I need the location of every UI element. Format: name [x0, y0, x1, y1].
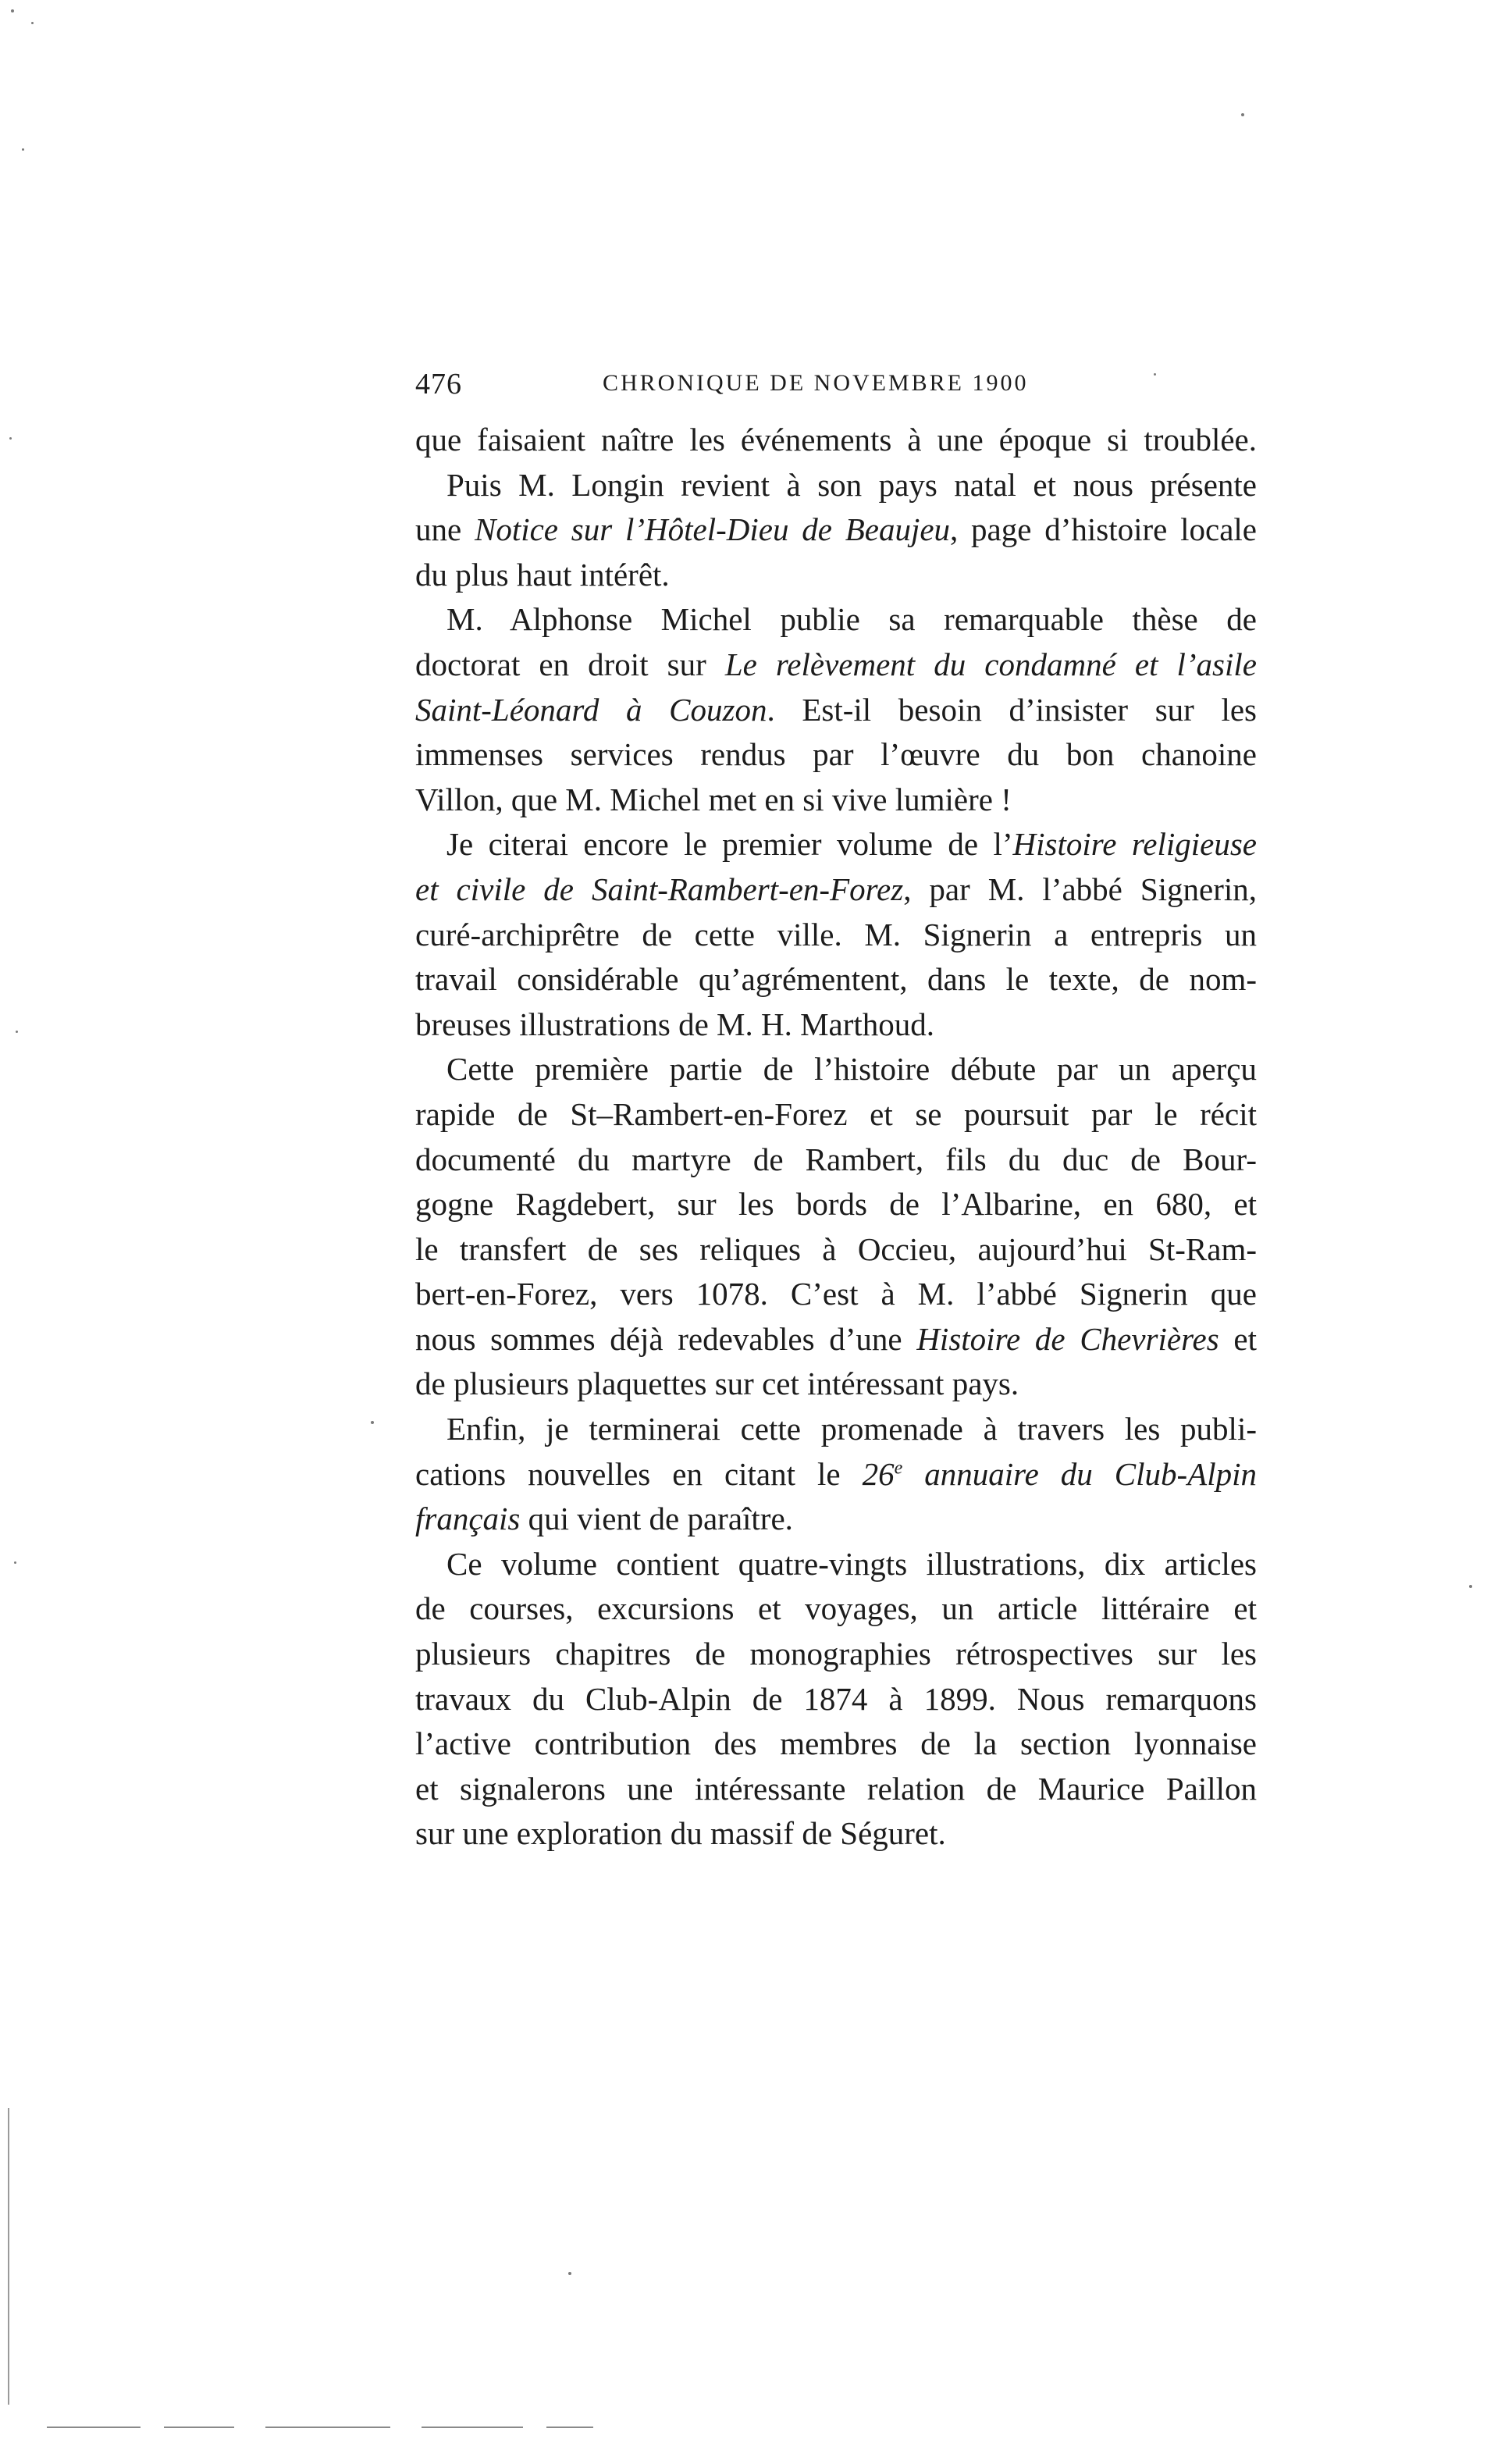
text-line [415, 597, 1257, 643]
text-line [415, 688, 1257, 733]
text-line [415, 1586, 1257, 1632]
text-line [415, 1452, 1257, 1497]
text-line [415, 822, 1257, 867]
text-line [415, 1677, 1257, 1722]
text-run: M. Alphonse Michel publie sa remarquable thèse de [446, 601, 1257, 638]
italic-text: français [415, 1501, 521, 1537]
text-run: . Est-il besoin d’insister sur les [767, 691, 1257, 728]
italic-text: Le relèvement du condamné et l’asile [724, 646, 1257, 682]
text-line [415, 957, 1257, 1002]
scan-speck [1241, 113, 1244, 116]
text-line [415, 643, 1257, 688]
text-line [415, 1407, 1257, 1452]
text-line [415, 1767, 1257, 1812]
text-run: Cette première partie de l’histoire débute par un aperçu [446, 1051, 1257, 1088]
italic-text: Histoire religieuse [1012, 826, 1257, 863]
scan-bottom-dash [164, 2427, 234, 2428]
scan-bottom-dash [422, 2427, 523, 2428]
text-line [415, 1317, 1257, 1362]
text-line [415, 778, 1257, 823]
text-run: immenses services rendus par l’œuvre du bon chanoine [415, 736, 1257, 773]
text-line [415, 1272, 1257, 1317]
text-line [415, 1092, 1257, 1138]
text-run: Enfin, je terminerai cette promenade à travers les publi- [446, 1411, 1257, 1447]
text-line [415, 1047, 1257, 1092]
scan-speck [14, 1561, 16, 1564]
italic-text: 26 [862, 1455, 895, 1492]
text-line [415, 1811, 1257, 1857]
scan-speck [31, 22, 34, 24]
italic-text: et civile de Saint-Rambert-en-Forez [415, 871, 904, 907]
italic-text: Notice sur l’Hôtel-Dieu de Beaujeu [474, 511, 951, 548]
scan-speck [1469, 1585, 1472, 1588]
scan-margin-line [8, 2108, 9, 2405]
text-line [415, 1497, 1257, 1542]
page-header [415, 367, 1258, 406]
scan-speck [1154, 373, 1156, 376]
text-run: rapide de St–Rambert-en-Forez et se poursuit par le récit [415, 1095, 1257, 1132]
text-run: nous sommes déjà redevables d’une [415, 1320, 917, 1357]
text-line [415, 418, 1257, 463]
text-line [415, 553, 1257, 598]
text-line [415, 867, 1257, 913]
scan-bottom-dash [47, 2427, 141, 2428]
text-run: travail considérable qu’agrémentent, dans le texte, de nom- [415, 961, 1257, 998]
text-run: breuses illustrations de M. H. Marthoud. [415, 1006, 935, 1042]
text-run: qui vient de paraître. [520, 1501, 793, 1537]
scan-speck [16, 1031, 18, 1033]
page-number: 476 [415, 368, 462, 401]
text-line [415, 1002, 1257, 1048]
italic-text: Saint-Léonard à Couzon [415, 691, 767, 728]
text-run: doctorat en droit sur [415, 646, 725, 682]
text-line [415, 1362, 1257, 1407]
scan-speck [371, 1421, 374, 1424]
text-run: de courses, excursions et voyages, un article littéraire et [415, 1590, 1257, 1627]
italic-text: Histoire de Chevrières [916, 1320, 1219, 1357]
text-line [415, 1227, 1257, 1273]
text-run: sur une exploration du massif de Séguret. [415, 1815, 946, 1852]
text-run: plusieurs chapitres de monographies rétrospectives sur les [415, 1636, 1257, 1672]
text-run: travaux du Club-Alpin de 1874 à 1899. Nous remarquons [415, 1680, 1257, 1717]
text-run: , par M. l’abbé Signerin, [903, 871, 1257, 907]
running-title: CHRONIQUE DE NOVEMBRE 1900 [603, 370, 1029, 396]
text-run: Villon, que M. Michel met en si vive lumière ! [415, 781, 1012, 817]
text-run: , page d’histoire locale [950, 511, 1258, 548]
text-line [415, 507, 1257, 553]
text-line [415, 1138, 1257, 1183]
text-line [415, 913, 1257, 958]
text-run: documenté du martyre de Rambert, fils du duc de Bour- [415, 1141, 1257, 1177]
scan-speck [9, 437, 12, 440]
text-line [415, 1722, 1257, 1767]
text-line [415, 1542, 1257, 1587]
text-run: gogne Ragdebert, sur les bords de l’Albarine, en 680, et [415, 1186, 1257, 1223]
text-run: une [415, 511, 475, 548]
text-run: le transfert de ses reliques à Occieu, aujourd’hui St-Ram- [415, 1230, 1257, 1267]
scan-speck [11, 9, 14, 12]
text-run: l’active contribution des membres de la section lyonnaise [415, 1725, 1257, 1762]
text-line [415, 1632, 1257, 1677]
text-run: de plusieurs plaquettes sur cet intéressant pays. [415, 1365, 1019, 1402]
body-text [415, 418, 1257, 1857]
text-run: curé-archiprêtre de cette ville. M. Signerin a entrepris un [415, 916, 1257, 952]
scan-bottom-dash [265, 2427, 390, 2428]
text-run: Ce volume contient quatre-vingts illustrations, dix articles [446, 1545, 1257, 1582]
text-line [415, 1182, 1257, 1227]
italic-text: annuaire du Club-Alpin [902, 1455, 1257, 1492]
italic-text: e [894, 1458, 903, 1478]
text-run: que faisaient naître les événements à une époque si troublée. [415, 422, 1257, 458]
text-run: et signalerons une intéressante relation de Maurice Paillon [415, 1770, 1257, 1807]
text-run: Puis M. Longin revient à son pays natal et nous présente [446, 466, 1257, 503]
scan-speck [568, 2272, 571, 2275]
scan-speck [22, 148, 24, 151]
text-run: bert-en-Forez, vers 1078. C’est à M. l’abbé Signerin que [415, 1276, 1257, 1312]
text-run: et [1218, 1320, 1257, 1357]
text-run: du plus haut intérêt. [415, 556, 670, 593]
text-line [415, 732, 1257, 778]
text-line [415, 463, 1257, 508]
text-run: Je citerai encore le premier volume de l’ [446, 826, 1013, 863]
scan-bottom-dash [546, 2427, 593, 2428]
text-run: cations nouvelles en citant le [415, 1455, 863, 1492]
